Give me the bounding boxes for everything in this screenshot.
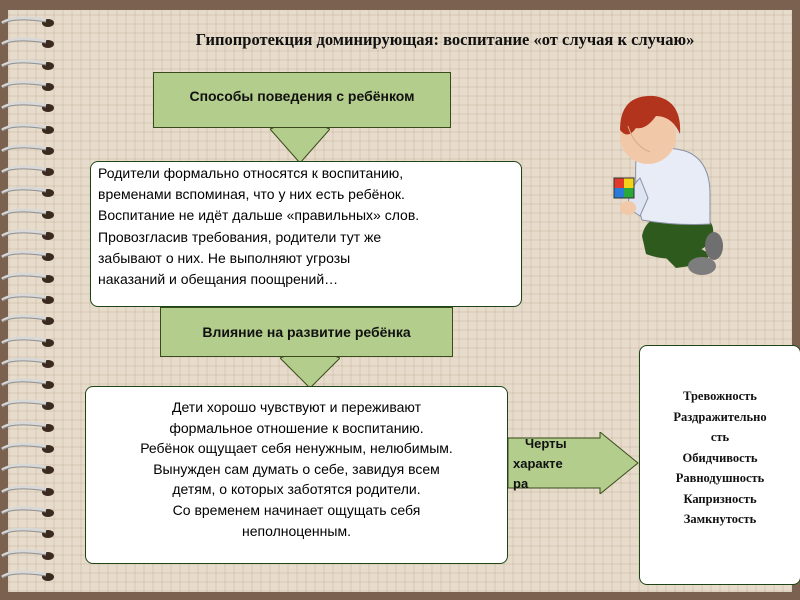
spiral-binding-ring — [0, 334, 60, 350]
down-arrow-icon — [270, 125, 330, 163]
text-line: забывают о них. Не выполняют угрозы — [98, 249, 351, 266]
spiral-binding-ring — [0, 355, 60, 371]
spiral-binding-ring — [0, 57, 60, 73]
spiral-binding-ring — [0, 525, 60, 541]
spiral-binding-ring — [0, 547, 60, 563]
parents-behavior-textbox — [90, 161, 522, 307]
methods-header-box — [153, 72, 451, 128]
boy-with-cube-illustration — [606, 86, 730, 278]
influence-header-label: Влияние на развитие ребёнка — [202, 324, 411, 340]
trait-item: сть — [710, 430, 730, 444]
text-line: наказаний и обещания поощрений… — [98, 271, 339, 288]
spiral-binding-ring — [0, 227, 60, 243]
trait-item: Капризность — [683, 491, 757, 506]
spiral-binding-ring — [0, 142, 60, 158]
spiral-binding-ring — [0, 397, 60, 413]
spiral-binding-ring — [0, 483, 60, 499]
down-arrow-icon — [280, 354, 340, 388]
spiral-binding-ring — [0, 312, 60, 328]
trait-item: Обидчивость — [682, 450, 758, 465]
spiral-binding-ring — [0, 78, 60, 94]
text-line: формальное отношение к воспитанию. — [169, 419, 424, 436]
traits-label-line: характе — [513, 456, 563, 471]
spiral-binding-ring — [0, 270, 60, 286]
methods-header-label: Способы поведения с ребёнком — [189, 88, 415, 104]
spiral-binding-ring — [0, 419, 60, 435]
traits-label-line: Черты — [525, 436, 567, 451]
slide-title: Гипопротекция доминирующая: воспитание «от случая к случаю» — [195, 30, 695, 49]
spiral-binding-ring — [0, 568, 60, 584]
spiral-binding-ring — [0, 376, 60, 392]
trait-item: Раздражительно — [673, 409, 767, 424]
text-line: Ребёнок ощущает себя ненужным, нелюбимым. — [140, 440, 453, 457]
influence-header-box — [160, 307, 453, 357]
spiral-binding-ring — [0, 461, 60, 477]
spiral-binding-ring — [0, 121, 60, 137]
spiral-binding-ring — [0, 504, 60, 520]
text-line: Воспитание не идёт дальше «правильных» слов. — [98, 207, 420, 224]
text-line: Провозгласив требования, родители тут же — [98, 228, 382, 245]
traits-arrow-label — [513, 434, 588, 494]
character-traits-box — [639, 345, 800, 585]
trait-item: Замкнутость — [683, 512, 757, 526]
spiral-binding-ring — [0, 14, 60, 30]
spiral-binding-ring — [0, 35, 60, 51]
text-line: Со временем начинает ощущать себя — [172, 501, 421, 518]
text-line: Вынужден сам думать о себе, завидуя всем — [153, 460, 440, 477]
text-line: Дети хорошо чувствуют и переживают — [172, 399, 421, 415]
traits-label-line: ра — [513, 476, 529, 491]
spiral-binding-ring — [0, 206, 60, 222]
text-line: неполноценным. — [242, 522, 351, 539]
trait-item: Тревожность — [683, 389, 757, 403]
spiral-binding-ring — [0, 440, 60, 456]
text-line: Родители формально относятся к воспитанию, — [98, 165, 404, 181]
text-line: временами вспоминая, что у них есть ребёнок. — [98, 186, 405, 203]
child-development-textbox — [85, 386, 508, 564]
spiral-binding-ring — [0, 248, 60, 264]
spiral-binding-ring — [0, 184, 60, 200]
text-line: детям, о которых заботятся родители. — [172, 481, 421, 498]
spiral-binding-ring — [0, 291, 60, 307]
trait-item: Равнодушность — [675, 471, 765, 485]
spiral-binding-ring — [0, 99, 60, 115]
spiral-binding-ring — [0, 163, 60, 179]
